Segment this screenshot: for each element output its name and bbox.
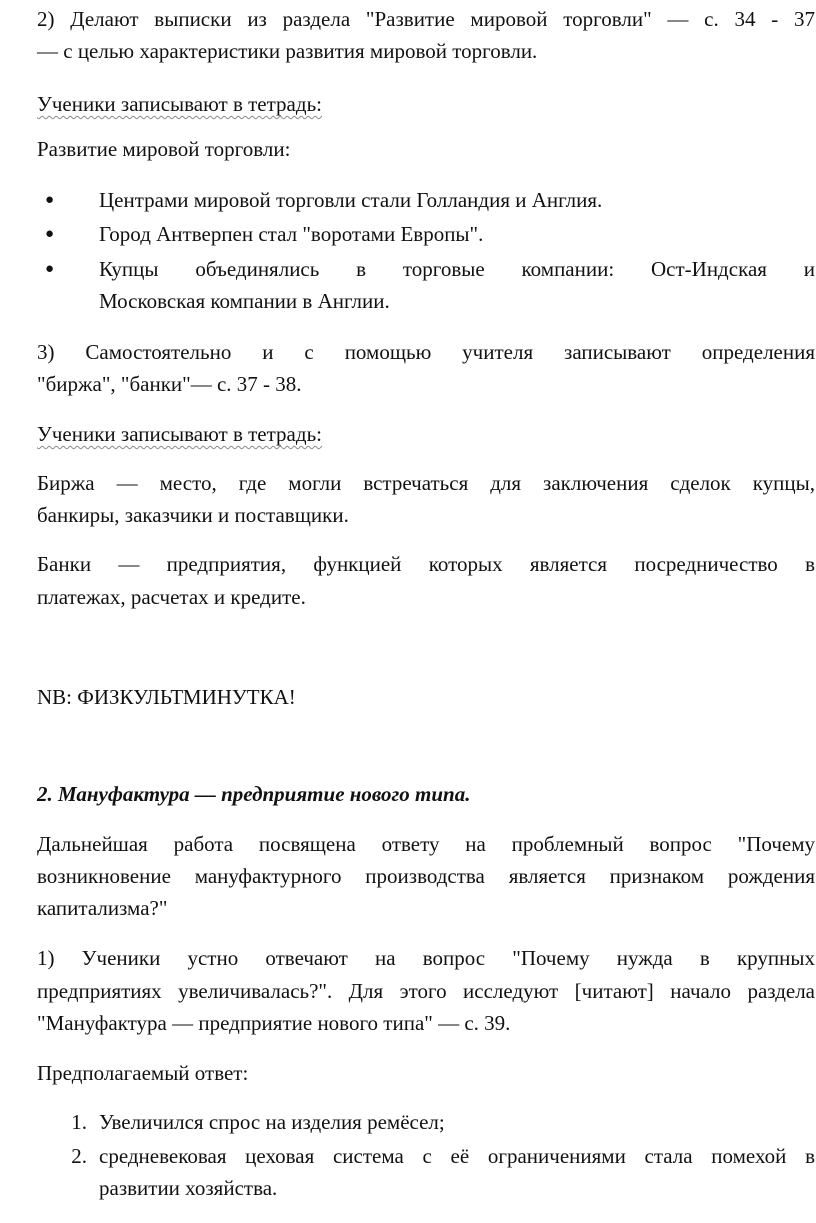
notebook-label-1	[37, 89, 322, 119]
intro-line-2: возникновение мануфактурного производства является признаком рождения	[37, 864, 815, 888]
bullet-icon: ●	[45, 261, 55, 277]
question-1-line-2: предприятиях увеличивалась?". Для этого исследуют [читают] начало раздела	[37, 979, 815, 1003]
notebook-label-2-text: Ученики записывают в тетрадь:	[37, 422, 322, 446]
notebook-label-2	[37, 419, 322, 449]
paragraph-1-line-2: — с целью характеристики развития мировой торговли.	[37, 39, 538, 63]
definition-birzha-line-1: Биржа — место, где могли встречаться для заключения сделок купцы,	[37, 471, 815, 495]
section-heading: 2. Мануфактура — предприятие нового типа.	[37, 782, 471, 806]
definition-banki-line-2: платежах, расчетах и кредите.	[37, 585, 306, 609]
notebook-label-1-text: Ученики записывают в тетрадь:	[37, 92, 322, 116]
answer-item-2-line-2: развитии хозяйства.	[99, 1176, 278, 1200]
intro-line-1: Дальнейшая работа посвящена ответу на проблемный вопрос "Почему	[37, 832, 815, 856]
nb-note: NB: ФИЗКУЛЬТМИНУТКА!	[37, 685, 296, 709]
paragraph-3-line-1: 3) Самостоятельно и с помощью учителя записывают определения	[37, 340, 815, 364]
paragraph-3-line-2: "биржа", "банки"— с. 37 - 38.	[37, 372, 302, 396]
trade-heading: Развитие мировой торговли:	[37, 137, 291, 161]
bullet-item-1: Центрами мировой торговли стали Голландия и Англия.	[99, 188, 603, 212]
bullet-item-2: Город Антверпен стал "воротами Европы".	[99, 222, 484, 246]
definition-birzha-line-2: банкиры, заказчики и поставщики.	[37, 503, 349, 527]
bullet-item-3-line-2: Московская компании в Англии.	[99, 289, 390, 313]
answer-number-1: 1.	[71, 1110, 87, 1134]
bullet-item-3-line-1: Купцы объединялись в торговые компании: Ост-Индская и	[99, 257, 815, 281]
definition-banki-line-1: Банки — предприятия, функцией которых является посредничество в	[37, 552, 815, 576]
expected-answer-label: Предполагаемый ответ:	[37, 1061, 249, 1085]
answer-item-2-line-1: средневековая цеховая система с её ограничениями стала помехой в	[99, 1144, 815, 1168]
intro-line-3: капитализма?"	[37, 896, 168, 920]
bullet-icon: ●	[45, 192, 55, 208]
bullet-icon: ●	[45, 226, 55, 242]
answer-item-1: Увеличился спрос на изделия ремёсел;	[99, 1110, 445, 1134]
question-1-line-1: 1) Ученики устно отвечают на вопрос "Почему нужда в крупных	[37, 946, 815, 970]
question-1-line-3: "Мануфактура — предприятие нового типа" — с. 39.	[37, 1011, 511, 1035]
answer-number-2: 2.	[71, 1144, 87, 1168]
paragraph-1-line-1: 2) Делают выписки из раздела "Развитие мировой торговли" — с. 34 - 37	[37, 7, 815, 31]
